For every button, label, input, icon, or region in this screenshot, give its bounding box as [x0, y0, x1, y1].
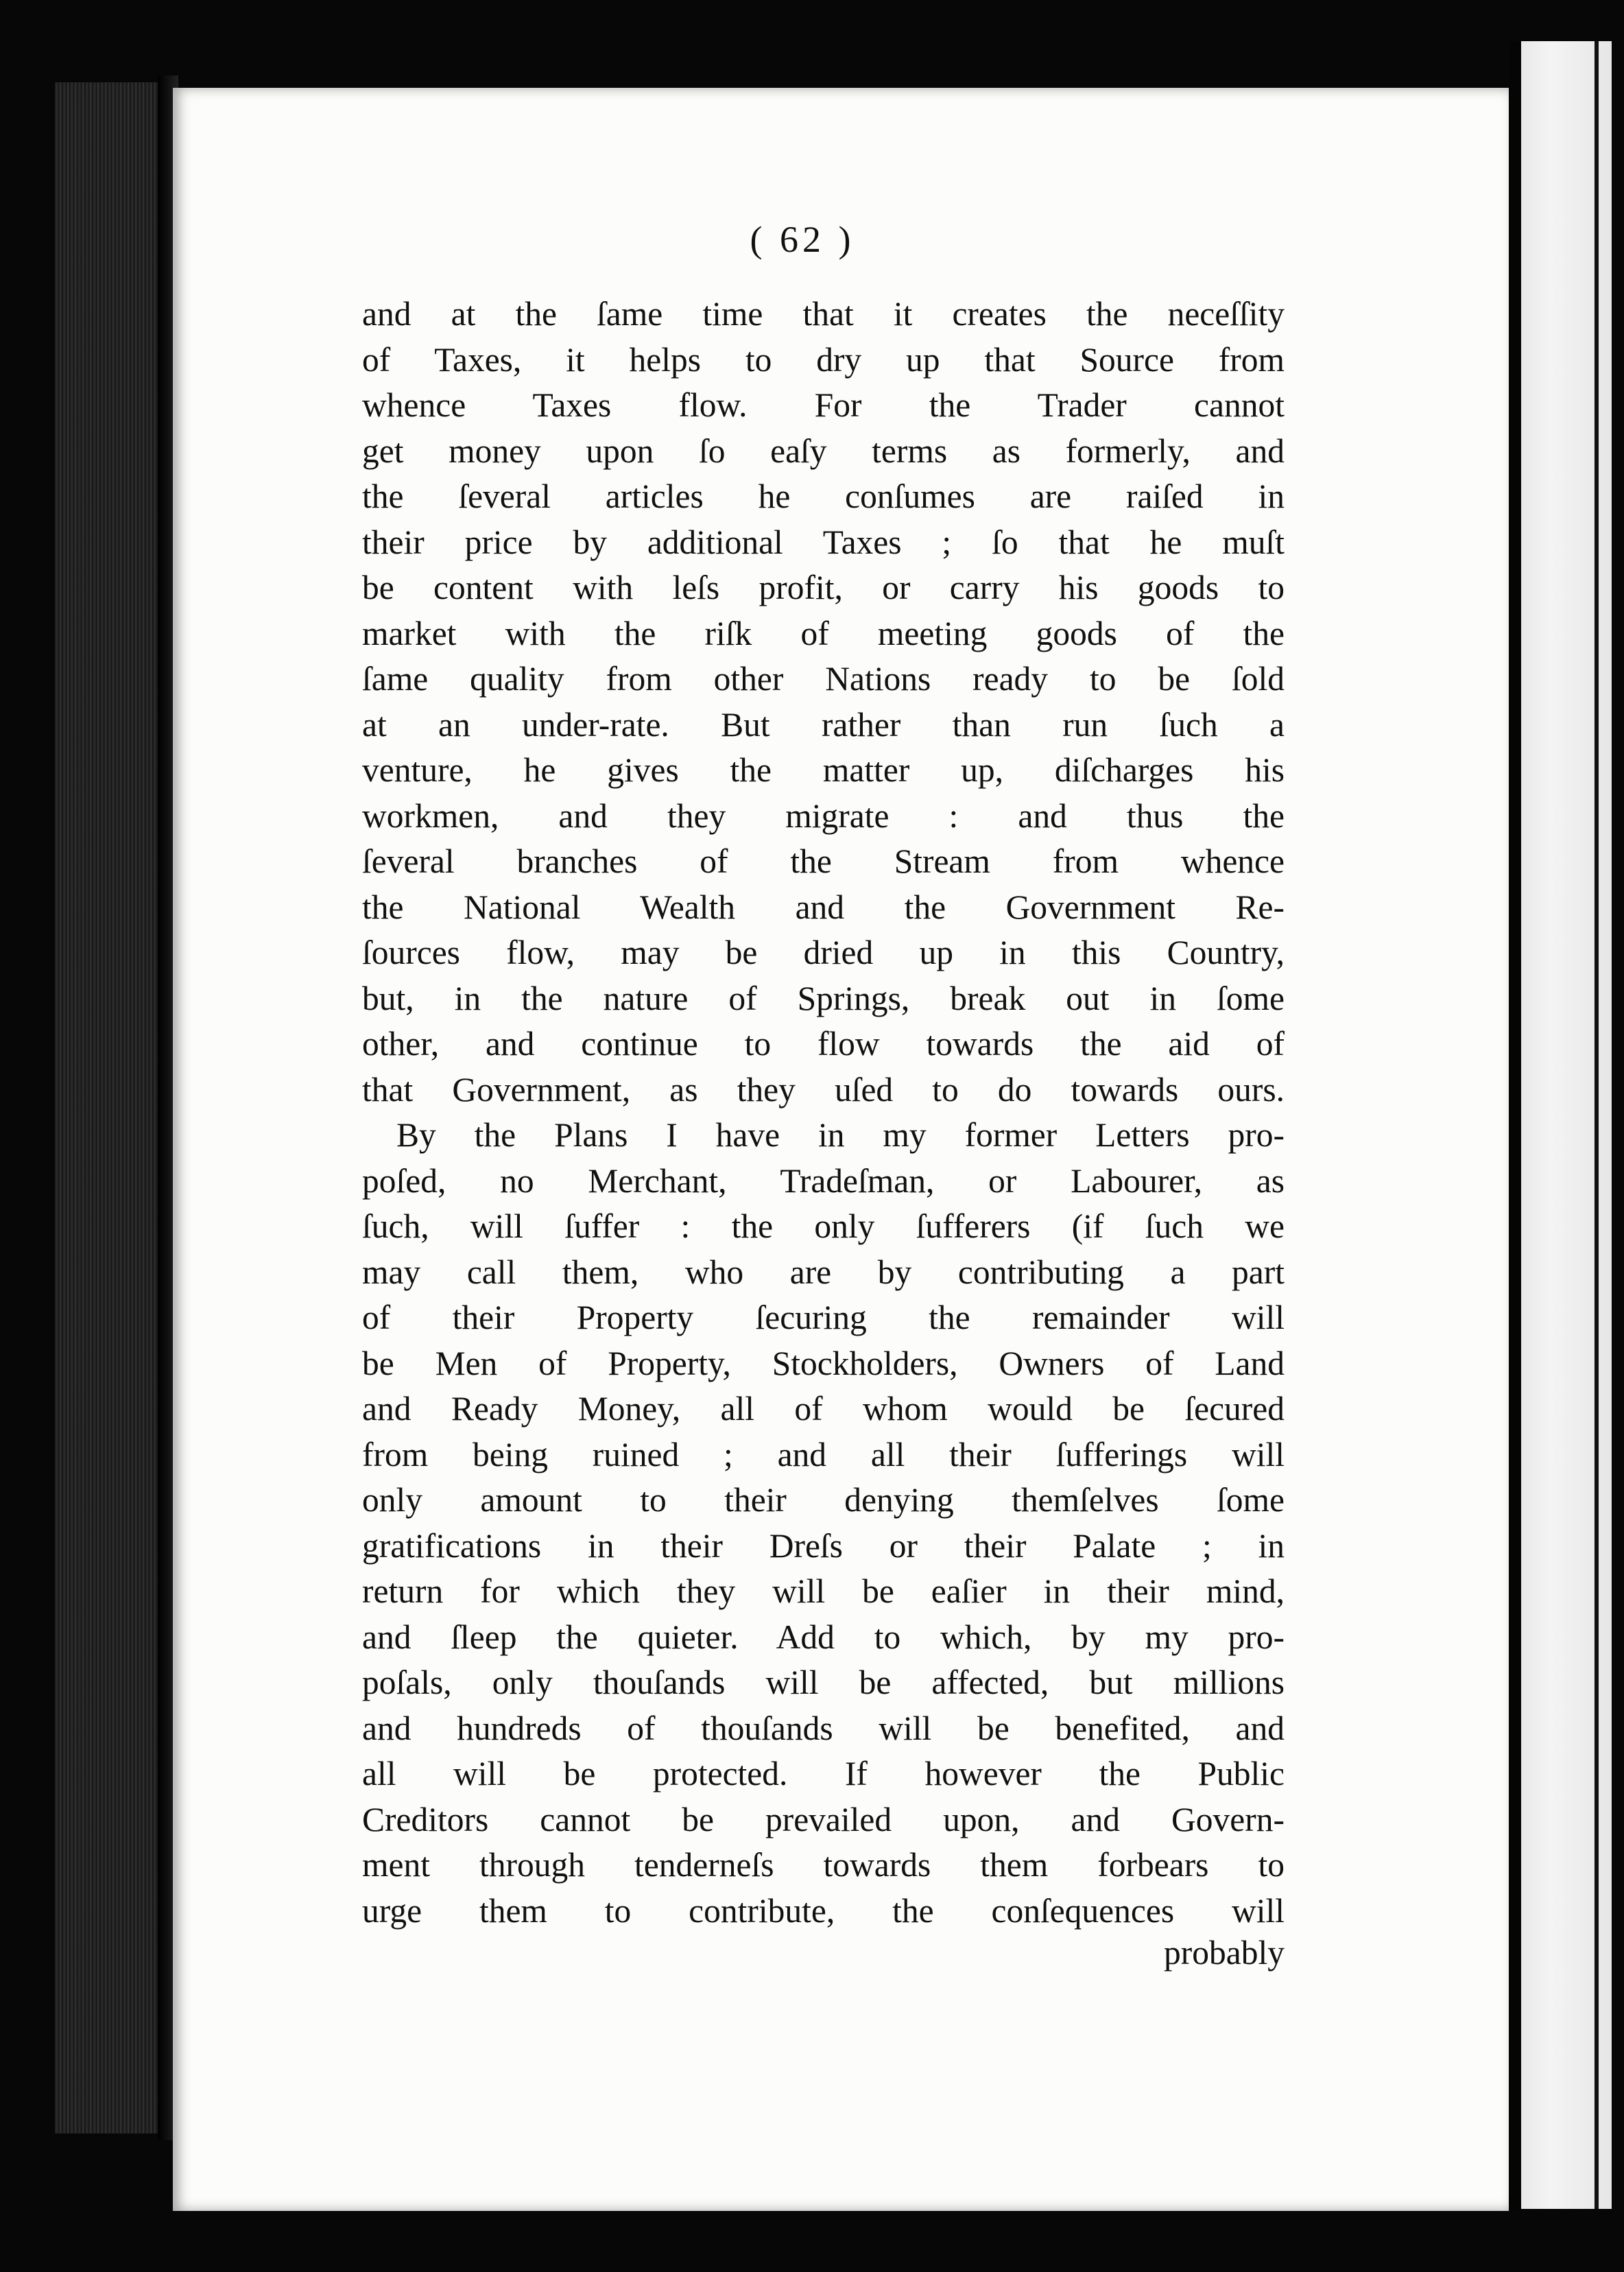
text-line: that Government, as they uſed to do towards ours. — [362, 1070, 1285, 1109]
text-line: poſals, only thouſands will be affected, but millions — [362, 1664, 1285, 1701]
text-line: and at the ſame time that it creates the neceſſity — [362, 295, 1285, 333]
text-line: at an under-rate. But rather than run ſuch a — [362, 705, 1285, 744]
text-line: venture, he gives the matter up, diſcharges his — [362, 751, 1285, 789]
text-line: the ſeveral articles he conſumes are raiſed in — [362, 477, 1285, 515]
text-line: but, in the nature of Springs, break out in ſome — [362, 979, 1285, 1017]
text-line: ment through tenderneſs towards them forbears to — [362, 1846, 1285, 1884]
page-number: ( 62 ) — [750, 219, 855, 260]
text-line: from being ruined ; and all their ſufferings will — [362, 1435, 1285, 1474]
text-line: return for which they will be eaſier in their mind, — [362, 1572, 1285, 1610]
text-line: market with the riſk of meeting goods of the — [362, 614, 1285, 652]
text-line: their price by additional Taxes ; ſo that he muſt — [362, 523, 1285, 561]
text-line: get money upon ſo eaſy terms as formerly, and — [362, 431, 1285, 470]
text-line: and hundreds of thouſands will be benefited, and — [362, 1709, 1285, 1747]
text-line: all will be protected. If however the Public — [362, 1755, 1285, 1792]
facing-page-border — [1595, 41, 1599, 2209]
text-line: and Ready Money, all of whom would be ſecured — [362, 1390, 1285, 1428]
paragraph-start-line: By the Plans I have in my former Letters pro- — [396, 1116, 1285, 1154]
text-line: of Taxes, it helps to dry up that Source from — [362, 340, 1285, 379]
text-line: may call them, who are by contributing a part — [362, 1253, 1285, 1291]
text-line: urge them to contribute, the conſequences will — [362, 1891, 1285, 1930]
text-line: be content with leſs profit, or carry his goods to — [362, 569, 1285, 606]
text-line: the National Wealth and the Government Re- — [362, 888, 1285, 926]
text-line: Creditors cannot be prevailed upon, and Govern- — [362, 1800, 1285, 1838]
text-line: ſuch, will ſuffer : the only ſufferers (if ſuch we — [362, 1207, 1285, 1245]
text-line: and ſleep the quieter. Add to which, by my pro- — [362, 1618, 1285, 1656]
body-text — [362, 292, 1285, 1934]
text-line: ſame quality from other Nations ready to be ſold — [362, 660, 1285, 698]
text-line: gratifications in their Dreſs or their Palate ; in — [362, 1526, 1285, 1565]
text-line: of their Property ſecuring the remainder will — [362, 1299, 1285, 1336]
text-line: workmen, and they migrate : and thus the — [362, 796, 1285, 835]
text-line: other, and continue to flow towards the aid of — [362, 1025, 1285, 1063]
text-line: only amount to their denying themſelves ſome — [362, 1481, 1285, 1519]
book-fore-edge — [55, 82, 171, 2133]
text-line: poſed, no Merchant, Tradeſman, or Labourer, as — [362, 1161, 1285, 1200]
text-line: ſeveral branches of the Stream from whence — [362, 842, 1285, 880]
text-line: ſources flow, may be dried up in this Country, — [362, 934, 1285, 971]
text-line: be Men of Property, Stockholders, Owners of Land — [362, 1344, 1285, 1382]
text-line: whence Taxes flow. For the Trader cannot — [362, 386, 1285, 424]
catchword: probably — [1164, 1934, 1285, 1972]
